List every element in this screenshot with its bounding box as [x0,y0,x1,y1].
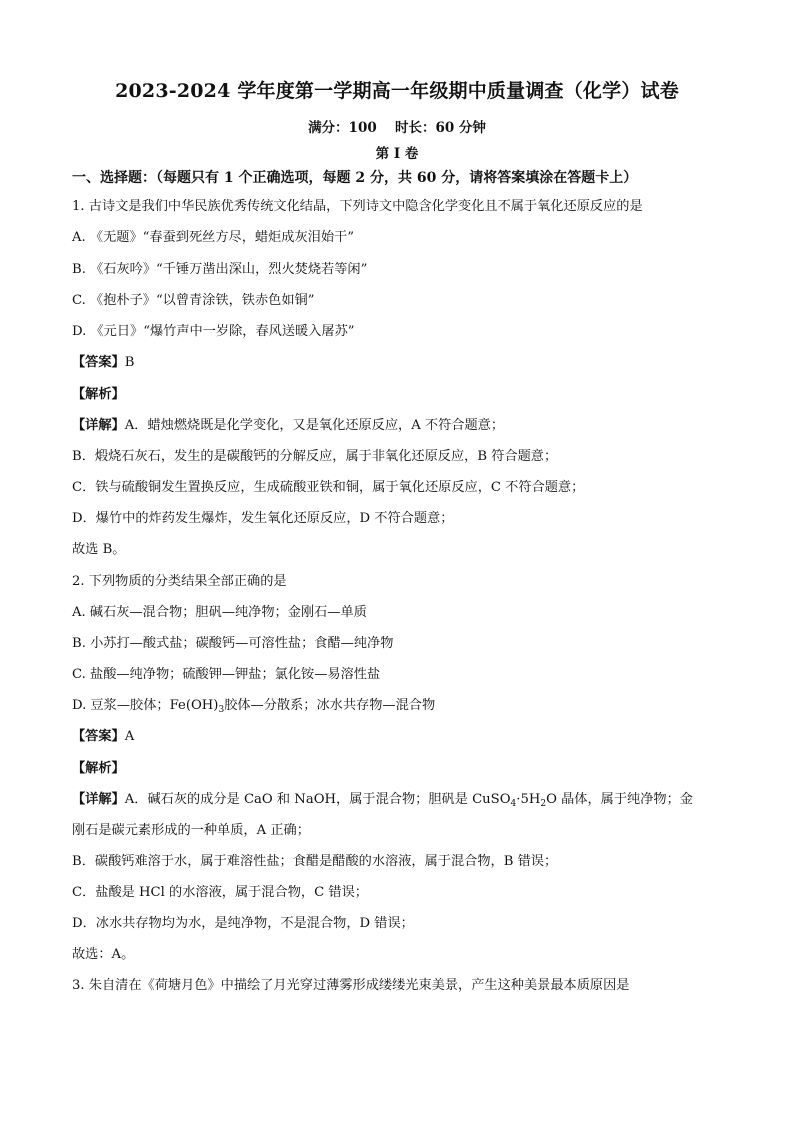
q1-answer [72,354,134,372]
q2-option-c: C. 盐酸—纯净物；硫酸钾—钾盐；氯化铵—易溶性盐 [72,667,381,682]
q2-detail-a: 【详解】A．碱石灰的成分是 CaO 和 NaOH，属于混合物；胆矾是 $CuSO_4\cdot 5H_2O$ 晶体，属于纯净物；金 [72,792,693,809]
q2-conclusion: 故选：A。 [72,947,135,962]
analysis-label: 【解析】 [72,761,125,776]
q2-detail-b: B．碳酸钙难溶于水，属于难溶性盐；食醋是醋酸的水溶液，属于混合物，B 错误； [72,854,558,869]
exam-title: 2023-2024 学年度第一学期高一年级期中质量调查（化学）试卷 [115,80,679,102]
q2-analysis [72,760,125,778]
q2-option-b: B. 小苏打—酸式盐；碳酸钙—可溶性盐；食醋—纯净物 [72,636,394,651]
q1-analysis [72,386,125,404]
q1-conclusion: 故选 B。 [72,542,126,557]
q2-option-d: D. 豆浆—胶体；$Fe(OH)_3$胶体—分散系；冰水共存物—混合物 [72,698,436,715]
exam-meta: 满分：100 时长：60 分钟 [308,120,486,136]
q1-detail-d: D．爆竹中的炸药发生爆炸，发生氧化还原反应，D 不符合题意； [72,511,454,526]
q1-detail-a: 【详解】A．蜡烛燃烧既是化学变化，又是氧化还原反应，A 不符合题意； [72,418,505,433]
q1-option-d: D. 《元日》“爆竹声中一岁除，春风送暖入屠苏” [72,324,355,339]
q1-detail-b: B．煅烧石灰石，发生的是碳酸钙的分解反应，属于非氧化还原反应，B 符合题意； [72,449,558,464]
answer-value: A [124,729,135,744]
q2-detail-a-cont: 刚石是碳元素形成的一种单质，A 正确； [72,823,310,838]
analysis-label: 【解析】 [72,387,125,402]
q2-detail-c: C．盐酸是 HCl 的水溶液，属于混合物，C 错误； [72,885,368,900]
q2-detail-d: D．冰水共存物均为水，是纯净物，不是混合物，D 错误； [72,916,414,931]
q1-option-b: B. 《石灰吟》“千锤万凿出深山，烈火焚烧若等闲” [72,262,368,277]
answer-label: 【答案】 [72,729,125,744]
detail-label: 【详解】 [72,792,125,807]
q1-stem: 1. 古诗文是我们中华民族优秀传统文化结晶，下列诗文中隐含化学变化且不属于氧化还原反应的是 [72,199,643,214]
volume-label: 第 I 卷 [375,146,419,162]
q1-detail-c: C．铁与硫酸铜发生置换反应，生成硫酸亚铁和铜，属于氧化还原反应，C 不符合题意； [72,480,585,495]
section-heading: 一、选择题：（每题只有 1 个正确选项，每题 2 分，共 60 分，请将答案填涂在答题卡上） [72,170,638,186]
detail-label: 【详解】 [72,418,125,433]
answer-label: 【答案】 [72,355,125,370]
q2-stem: 2. 下列物质的分类结果全部正确的是 [72,574,287,589]
q3-stem: 3. 朱自清在《荷塘月色》中描绘了月光穿过薄雾形成缕缕光束美景，产生这种美景最本质原因是 [72,978,630,993]
q2-option-a: A. 碱石灰—混合物；胆矾—纯净物；金刚石—单质 [72,605,367,620]
answer-value: B [124,355,135,370]
q1-option-c: C. 《抱朴子》“以曾青涂铁，铁赤色如铜” [72,293,315,308]
q2-answer [72,728,134,746]
q1-option-a: A. 《无题》“春蚕到死丝方尽，蜡炬成灰泪始干” [72,230,354,245]
